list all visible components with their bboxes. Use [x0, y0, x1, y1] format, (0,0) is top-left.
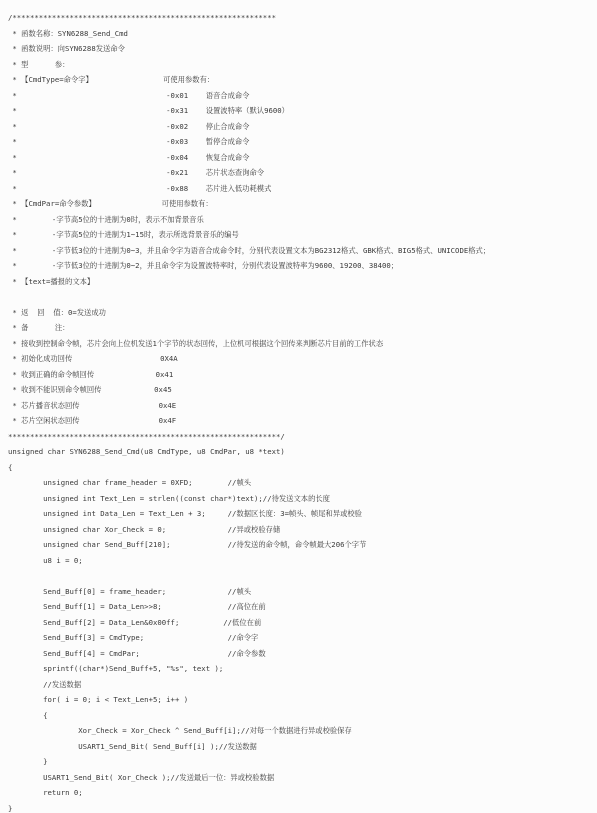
code-line: { [8, 710, 48, 720]
code-line: //发送数据 [8, 679, 82, 689]
code-line: * 芯片播音状态回传 0x4E [8, 400, 177, 410]
code-line: unsigned char frame_header = 0XFD; //帧头 [8, 478, 252, 487]
code-line: return 0; [8, 788, 83, 797]
code-line [8, 568, 597, 584]
code-line: unsigned char SYN6288_Send_Cmd(u8 CmdType, u8 CmdPar, u8 *text) [8, 447, 285, 456]
code-line: } [8, 757, 48, 766]
code-line: * -0x88 芯片进入低功耗模式 [8, 183, 272, 193]
code-line: } [8, 803, 13, 813]
code-line: { [8, 462, 13, 472]
code-line [8, 289, 597, 305]
code-line: * 函数名称：SYN6288_Send_Cmd [8, 28, 128, 38]
code-line: * 【text=播报的文本】 [8, 276, 95, 286]
code-line: Xor_Check = Xor_Check ^ Send_Buff[i];//对每一个数据进行异或校验保存 [8, 726, 352, 735]
code-line: Send_Buff[4] = CmdPar; //命令参数 [8, 648, 266, 658]
code-line: * -0x03 暂停合成命令 [8, 137, 250, 146]
code-line: unsigned int Data_Len = Text_Len + 3; //数据区长度：3=帧头、帧尾和异或校验 [8, 509, 362, 518]
code-line: Send_Buff[1] = Data_Len>>8; //高位在前 [8, 602, 266, 611]
code-line: * 【CmdType=命令字】 可使用参数有： [8, 75, 215, 84]
code-line: * -0x02 停止合成命令 [8, 121, 250, 131]
code-line: u8 i = 0; [8, 555, 83, 565]
code-line: USART1_Send_Bit( Send_Buff[i] );//发送数据 [8, 741, 257, 751]
code-line: * -字节低3位的十进制为0~2，并且命令字为设置波特率时，分别代表设置波特率为9600、19200、38400； [8, 261, 399, 270]
code-line: * 收到正确的命令帧回传 0x41 [8, 369, 174, 379]
code-line: Send_Buff[0] = frame_header; //帧头 [8, 586, 252, 596]
code-line: * 备 注： [8, 323, 70, 332]
code-line: /************************************************************ [8, 13, 276, 22]
code-line: Send_Buff[3] = CmdType; //命令字 [8, 633, 259, 642]
code-line: * 返 回 值：0=发送成功 [8, 307, 106, 317]
code-line: * -字节低3位的十进制为0~3，并且命令字为语音合成命令时，分别代表设置文本为BG2312格式、GBK格式、BIG5格式、UNICODE格式； [8, 245, 491, 255]
code-line: sprintf((char*)Send_Buff+5, "%s", text ); [8, 664, 224, 673]
code-line: unsigned int Text_Len = strlen((const char*)text);//待发送文本的长度 [8, 493, 330, 503]
code-line: * -0x04 恢复合成命令 [8, 152, 250, 162]
code-line: * 接收到控制命令帧，芯片会向上位机发送1个字节的状态回传，上位机可根据这个回传来判断芯片目前的工作状态 [8, 338, 384, 348]
code-line: unsigned char Send_Buff[210]; //待发送的命令帧，命令帧最大206个字节 [8, 540, 367, 549]
code-line: * 【CmdPar=命令参数】 可使用参数有： [8, 199, 213, 208]
code-line: * -字节高5位的十进制为0时，表示不加背景音乐 [8, 214, 204, 224]
code-line: unsigned char Xor_Check = 0; //异或校验存储 [8, 524, 281, 534]
code-line: * -字节高5位的十进制为1~15时，表示所选背景音乐的编号 [8, 230, 239, 239]
code-line: Send_Buff[2] = Data_Len&0x00ff; //低位在前 [8, 617, 262, 627]
code-line: * -0x21 芯片状态查询命令 [8, 168, 265, 177]
code-line: * -0x31 设置波特率（默认9600） [8, 106, 289, 115]
code-line: for( i = 0; i < Text_Len+5; i++ ) [8, 695, 189, 704]
code-line: * 函数说明：向SYN6288发送命令 [8, 44, 125, 53]
code-line: * 收到不能识别命令帧回传 0x45 [8, 385, 172, 394]
code-line: * 型 参： [8, 59, 70, 69]
code-line: USART1_Send_Bit( Xor_Check );//发送最后一位：异或校验数据 [8, 772, 275, 782]
code-line: * 初始化成功回传 0X4A [8, 354, 178, 363]
code-line: * -0x01 语音合成命令 [8, 90, 250, 100]
code-line: **************************************************************/ [8, 431, 285, 441]
code-line: * 芯片空闲状态回传 0x4F [8, 416, 177, 425]
